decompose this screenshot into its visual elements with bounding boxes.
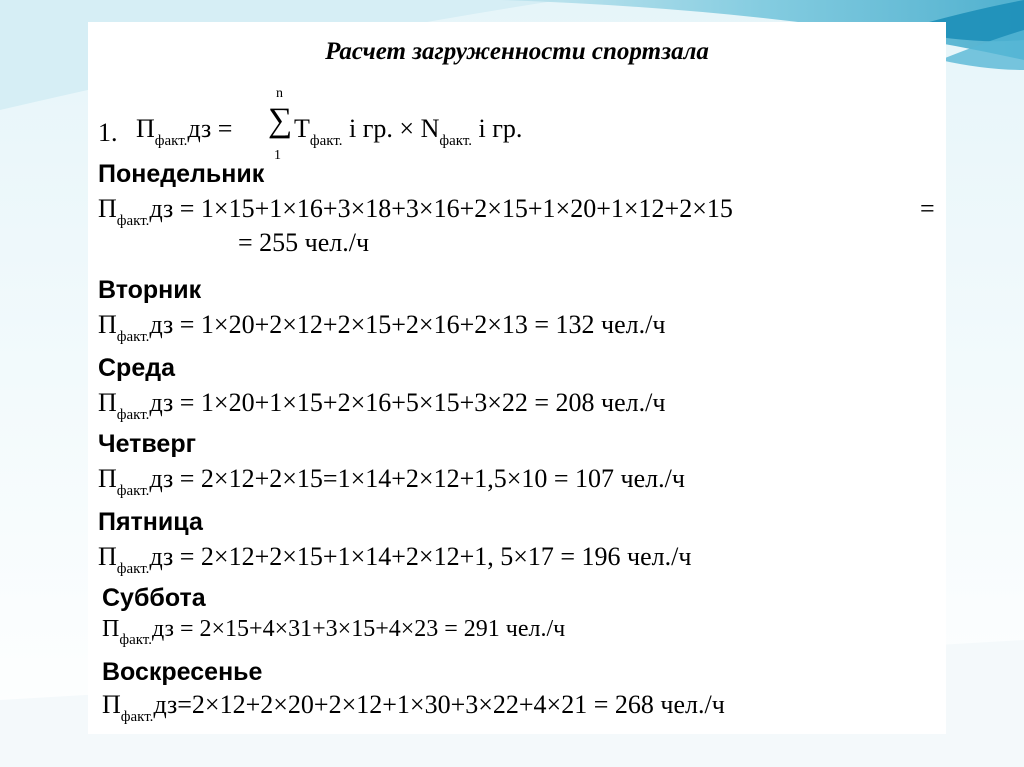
var-symbol: П xyxy=(98,194,117,223)
formula-number: 1. xyxy=(98,118,118,147)
equation-expression: = 1×20+2×12+2×15+2×16+2×13 = 132 чел./ч xyxy=(173,310,666,339)
formula-lhs xyxy=(136,114,232,150)
equation-monday xyxy=(98,194,733,230)
day-heading-tuesday: Вторник xyxy=(98,276,202,304)
day-heading-friday: Пятница xyxy=(98,508,203,536)
var-suffix: дз xyxy=(149,310,174,339)
sum-upper-limit: n xyxy=(276,86,283,101)
sum-lower-limit: 1 xyxy=(274,148,281,163)
document-page xyxy=(88,22,946,734)
equation-expression: =2×12+2×20+2×12+1×30+3×22+4×21 = 268 чел./ч xyxy=(177,690,725,719)
equation-sunday xyxy=(102,690,725,726)
lhs-symbol: П xyxy=(136,114,155,143)
equation-expression: = 1×15+1×16+3×18+3×16+2×15+1×20+1×12+2×15 xyxy=(173,194,733,223)
var-suffix: дз xyxy=(149,388,174,417)
n-subscript: факт. xyxy=(439,133,473,149)
equation-expression: = 2×12+2×15+1×14+2×12+1, 5×17 = 196 чел./ч xyxy=(173,542,692,571)
var-subscript: факт. xyxy=(116,329,150,345)
var-symbol: П xyxy=(102,616,120,642)
var-symbol: П xyxy=(102,690,121,719)
var-subscript: факт. xyxy=(119,632,152,648)
t-subscript: факт. xyxy=(309,133,343,149)
var-subscript: факт. xyxy=(116,407,150,423)
day-heading-thursday: Четверг xyxy=(98,430,197,458)
equation-wednesday xyxy=(98,388,665,424)
equation-saturday xyxy=(102,616,565,649)
var-subscript: факт. xyxy=(120,709,154,725)
var-symbol: П xyxy=(98,464,117,493)
sum-sign: ∑ xyxy=(268,102,293,139)
t-symbol: T xyxy=(294,114,310,143)
var-suffix: дз xyxy=(152,616,174,642)
var-symbol: П xyxy=(98,542,117,571)
var-symbol: П xyxy=(98,310,117,339)
var-subscript: факт. xyxy=(116,483,150,499)
var-suffix: дз xyxy=(149,464,174,493)
var-suffix: дз xyxy=(149,194,174,223)
var-subscript: факт. xyxy=(116,213,150,229)
day-heading-monday: Понедельник xyxy=(98,160,265,188)
lhs-subscript: факт. xyxy=(154,133,188,149)
n-suffix: i гр. xyxy=(478,114,523,143)
equation-expression: = 1×20+1×15+2×16+5×15+3×22 = 208 чел./ч xyxy=(173,388,666,417)
formula-rhs xyxy=(294,114,522,150)
equation-expression: = 2×12+2×15=1×14+2×12+1,5×10 = 107 чел./ч xyxy=(173,464,685,493)
t-suffix: i гр. × N xyxy=(349,114,440,143)
day-heading-wednesday: Среда xyxy=(98,354,176,382)
day-heading-sunday: Воскресенье xyxy=(102,658,263,686)
var-symbol: П xyxy=(98,388,117,417)
equation-monday-result: = 255 чел./ч xyxy=(238,228,370,257)
equation-thursday xyxy=(98,464,685,500)
page-title: Расчет загруженности спортзала xyxy=(325,38,709,65)
main-formula xyxy=(98,82,938,172)
equation-expression: = 2×15+4×31+3×15+4×23 = 291 чел./ч xyxy=(173,616,566,642)
var-suffix: дз xyxy=(153,690,178,719)
var-suffix: дз xyxy=(149,542,174,571)
equation-tuesday xyxy=(98,310,665,346)
var-subscript: факт. xyxy=(116,561,150,577)
equation-monday-tail: = xyxy=(920,194,935,223)
equation-friday xyxy=(98,542,691,578)
lhs-suffix: дз = xyxy=(187,114,233,143)
day-heading-saturday: Суббота xyxy=(102,584,206,612)
